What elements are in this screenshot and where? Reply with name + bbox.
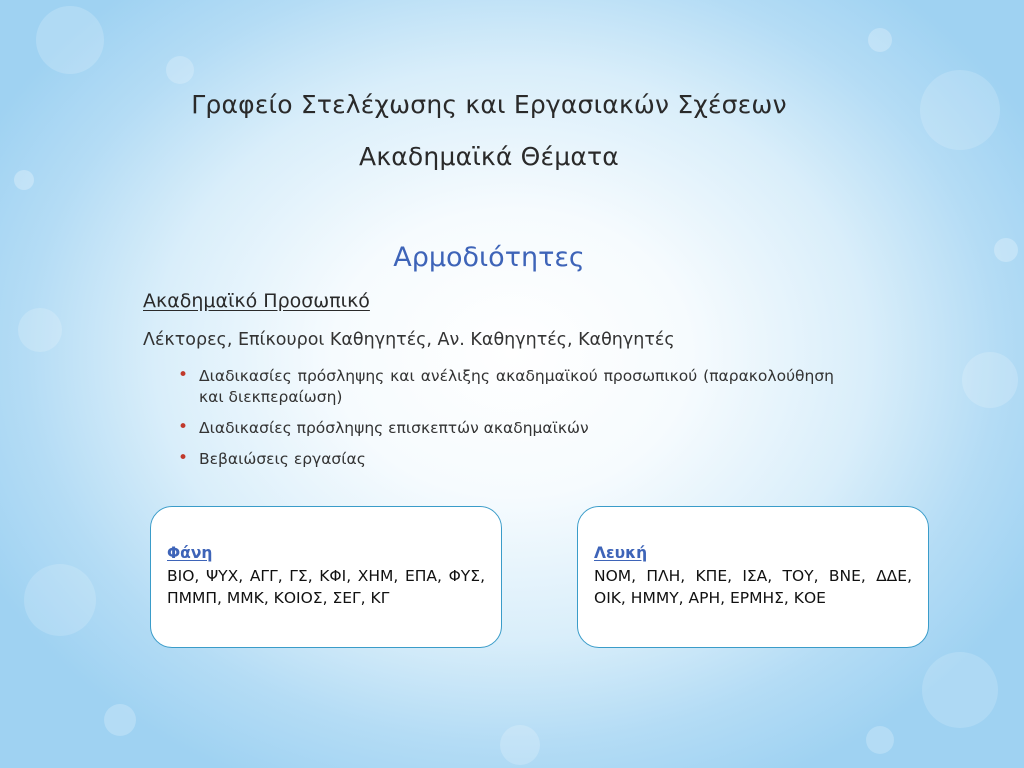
contact-box-lefki [577, 506, 929, 648]
title-line-1: Γραφείο Στελέχωσης και Εργασιακών Σχέσεων [191, 90, 787, 119]
roles-line: Λέκτορες, Επίκουροι Καθηγητές, Αν. Καθηγητές, Καθηγητές [143, 330, 675, 350]
responsibilities-list [178, 366, 834, 480]
box-contact-name: Λευκή [594, 544, 648, 562]
box-department-codes: ΝΟΜ, ΠΛΗ, ΚΠΕ, ΙΣΑ, ΤΟΥ, ΒΝΕ, ΔΔΕ, ΟΙΚ, ΗΜΜΥ, ΑΡΗ, ΕΡΜΗΣ, ΚΟΕ [594, 567, 912, 607]
box-contact-name: Φάνη [167, 544, 213, 562]
list-item [178, 418, 834, 439]
list-item [178, 366, 834, 408]
contact-box-fani [150, 506, 502, 648]
section-heading: Αρμοδιότητες [393, 242, 585, 273]
list-item-text: Διαδικασίες πρόσληψης και ανέλιξης ακαδημαϊκού προσωπικού (παρακολούθηση και διεκπεραίωση) [199, 367, 834, 406]
bullet-icon: • [178, 365, 189, 385]
subheading-academic-staff: Ακαδημαϊκό Προσωπικό [143, 290, 370, 312]
box-department-codes: ΒΙΟ, ΨΥΧ, ΑΓΓ, ΓΣ, ΚΦΙ, ΧΗΜ, ΕΠΑ, ΦΥΣ, ΠΜΜΠ, ΜΜΚ, ΚΟΙΟΣ, ΣΕΓ, ΚΓ [167, 567, 485, 607]
list-item [178, 449, 834, 470]
bullet-icon: • [178, 417, 189, 437]
list-item-text: Βεβαιώσεις εργασίας [199, 450, 366, 468]
title-line-2: Ακαδημαϊκά Θέματα [359, 142, 619, 171]
bullet-icon: • [178, 448, 189, 468]
list-item-text: Διαδικασίες πρόσληψης επισκεπτών ακαδημαϊκών [199, 419, 589, 437]
